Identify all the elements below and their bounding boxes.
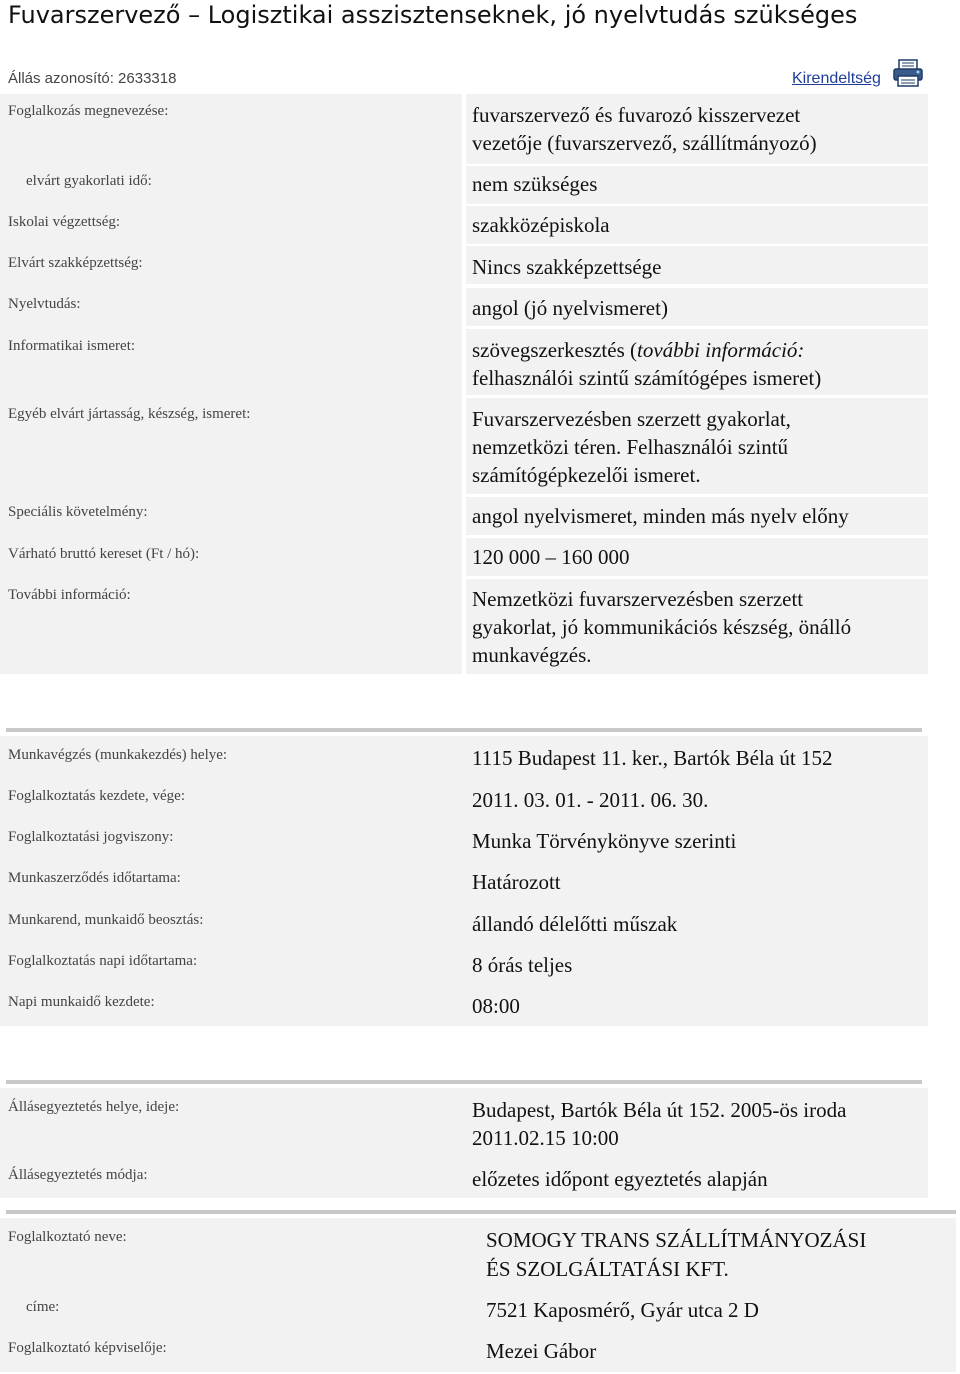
employer-name-value-line1: SOMOGY TRANS SZÁLLÍTMÁNYOZÁSI <box>486 1228 867 1252</box>
daily-duration-value: 8 órás teljes <box>472 953 573 977</box>
legal-relation-value: Munka Törvénykönyve szerinti <box>472 829 737 853</box>
office-link[interactable]: Kirendeltség <box>792 70 881 87</box>
special-requirement-label: Speciális követelmény: <box>8 504 148 520</box>
employer-name-value-line2: ÉS SZOLGÁLTATÁSI KFT. <box>486 1257 729 1281</box>
period-label: Foglalkoztatás kezdete, vége: <box>8 788 186 804</box>
employer-rep-label: Foglalkoztató képviselője: <box>8 1340 167 1356</box>
employer-rep-value: Mezei Gábor <box>486 1339 597 1363</box>
salary-label: Várható bruttó kereset (Ft / hó): <box>8 546 200 562</box>
meeting-method-value: előzetes időpont egyeztetés alapján <box>472 1167 768 1191</box>
daily-duration-label: Foglalkoztatás napi időtartama: <box>8 953 198 969</box>
schedule-value: állandó délelőtti műszak <box>472 912 678 936</box>
workplace-label: Munkavégzés (munkakezdés) helye: <box>8 747 228 763</box>
employer-address-value: 7521 Kaposmérő, Gyár utca 2 D <box>486 1298 759 1322</box>
occupation-value-line1: fuvarszervező és fuvarozó kisszervezet <box>472 103 801 127</box>
experience-value: nem szükséges <box>472 172 598 196</box>
section-divider <box>6 1210 956 1214</box>
start-time-label: Napi munkaidő kezdete: <box>8 994 155 1010</box>
occupation-value-line2: vezetője (fuvarszervező, szállítmányozó) <box>472 131 817 155</box>
schedule-label: Munkarend, munkaidő beosztás: <box>8 912 204 928</box>
employer-address-label: címe: <box>26 1299 60 1315</box>
legal-relation-label: Foglalkoztatási jogviszony: <box>8 829 174 845</box>
education-label: Iskolai végzettség: <box>8 214 121 230</box>
contract-duration-value: Határozott <box>472 870 561 894</box>
it-skills-label: Informatikai ismeret: <box>8 338 136 354</box>
it-skills-value-line2: felhasználói szintű számítógépes ismeret) <box>472 366 822 390</box>
other-skills-label: Egyéb elvárt jártasság, készség, ismeret: <box>8 406 251 422</box>
printer-icon[interactable] <box>892 58 924 88</box>
other-skills-value-line3: számítógépkezelői ismeret. <box>472 463 701 487</box>
section-divider <box>6 1080 922 1084</box>
meeting-place-value-line2: 2011.02.15 10:00 <box>472 1126 619 1150</box>
meeting-place-value-line1: Budapest, Bartók Béla út 152. 2005-ös iroda <box>472 1098 847 1122</box>
workplace-value: 1115 Budapest 11. ker., Bartók Béla út 152 <box>472 746 833 770</box>
section-divider <box>6 728 922 732</box>
salary-value: 120 000 – 160 000 <box>472 545 630 569</box>
language-label: Nyelvtudás: <box>8 296 81 312</box>
it-skills-italic: további információ: <box>637 338 805 362</box>
meeting-place-label: Állásegyeztetés helye, ideje: <box>8 1099 180 1115</box>
it-skills-value-line1 <box>472 336 804 364</box>
more-info-label: További információ: <box>8 587 131 603</box>
start-time-value: 08:00 <box>472 994 520 1018</box>
more-info-value-line2: gyakorlat, jó kommunikációs készség, önálló <box>472 615 852 639</box>
job-id: Állás azonosító: 2633318 <box>8 70 177 87</box>
occupation-label: Foglalkozás megnevezése: <box>8 103 169 119</box>
period-value: 2011. 03. 01. - 2011. 06. 30. <box>472 788 709 812</box>
contract-duration-label: Munkaszerződés időtartama: <box>8 870 181 886</box>
qualification-value: Nincs szakképzettsége <box>472 255 662 279</box>
more-info-value-line1: Nemzetközi fuvarszervezésben szerzett <box>472 587 804 611</box>
meeting-method-label: Állásegyeztetés módja: <box>8 1167 148 1183</box>
page-title: Fuvarszervező – Logisztikai asszisztenseknek, jó nyelvtudás szükséges <box>8 1 858 29</box>
employer-name-label: Foglalkoztató neve: <box>8 1229 127 1245</box>
special-requirement-value: angol nyelvismeret, minden más nyelv előny <box>472 504 849 528</box>
education-value: szakközépiskola <box>472 213 610 237</box>
experience-label: elvárt gyakorlati idő: <box>26 173 152 189</box>
other-skills-value-line2: nemzetközi téren. Felhasználói szintű <box>472 435 789 459</box>
it-skills-text: szövegszerkesztés ( <box>472 338 638 362</box>
qualification-label: Elvárt szakképzettség: <box>8 255 143 271</box>
more-info-value-line3: munkavégzés. <box>472 643 592 667</box>
language-value: angol (jó nyelvismeret) <box>472 296 668 320</box>
other-skills-value-line1: Fuvarszervezésben szerzett gyakorlat, <box>472 407 791 431</box>
